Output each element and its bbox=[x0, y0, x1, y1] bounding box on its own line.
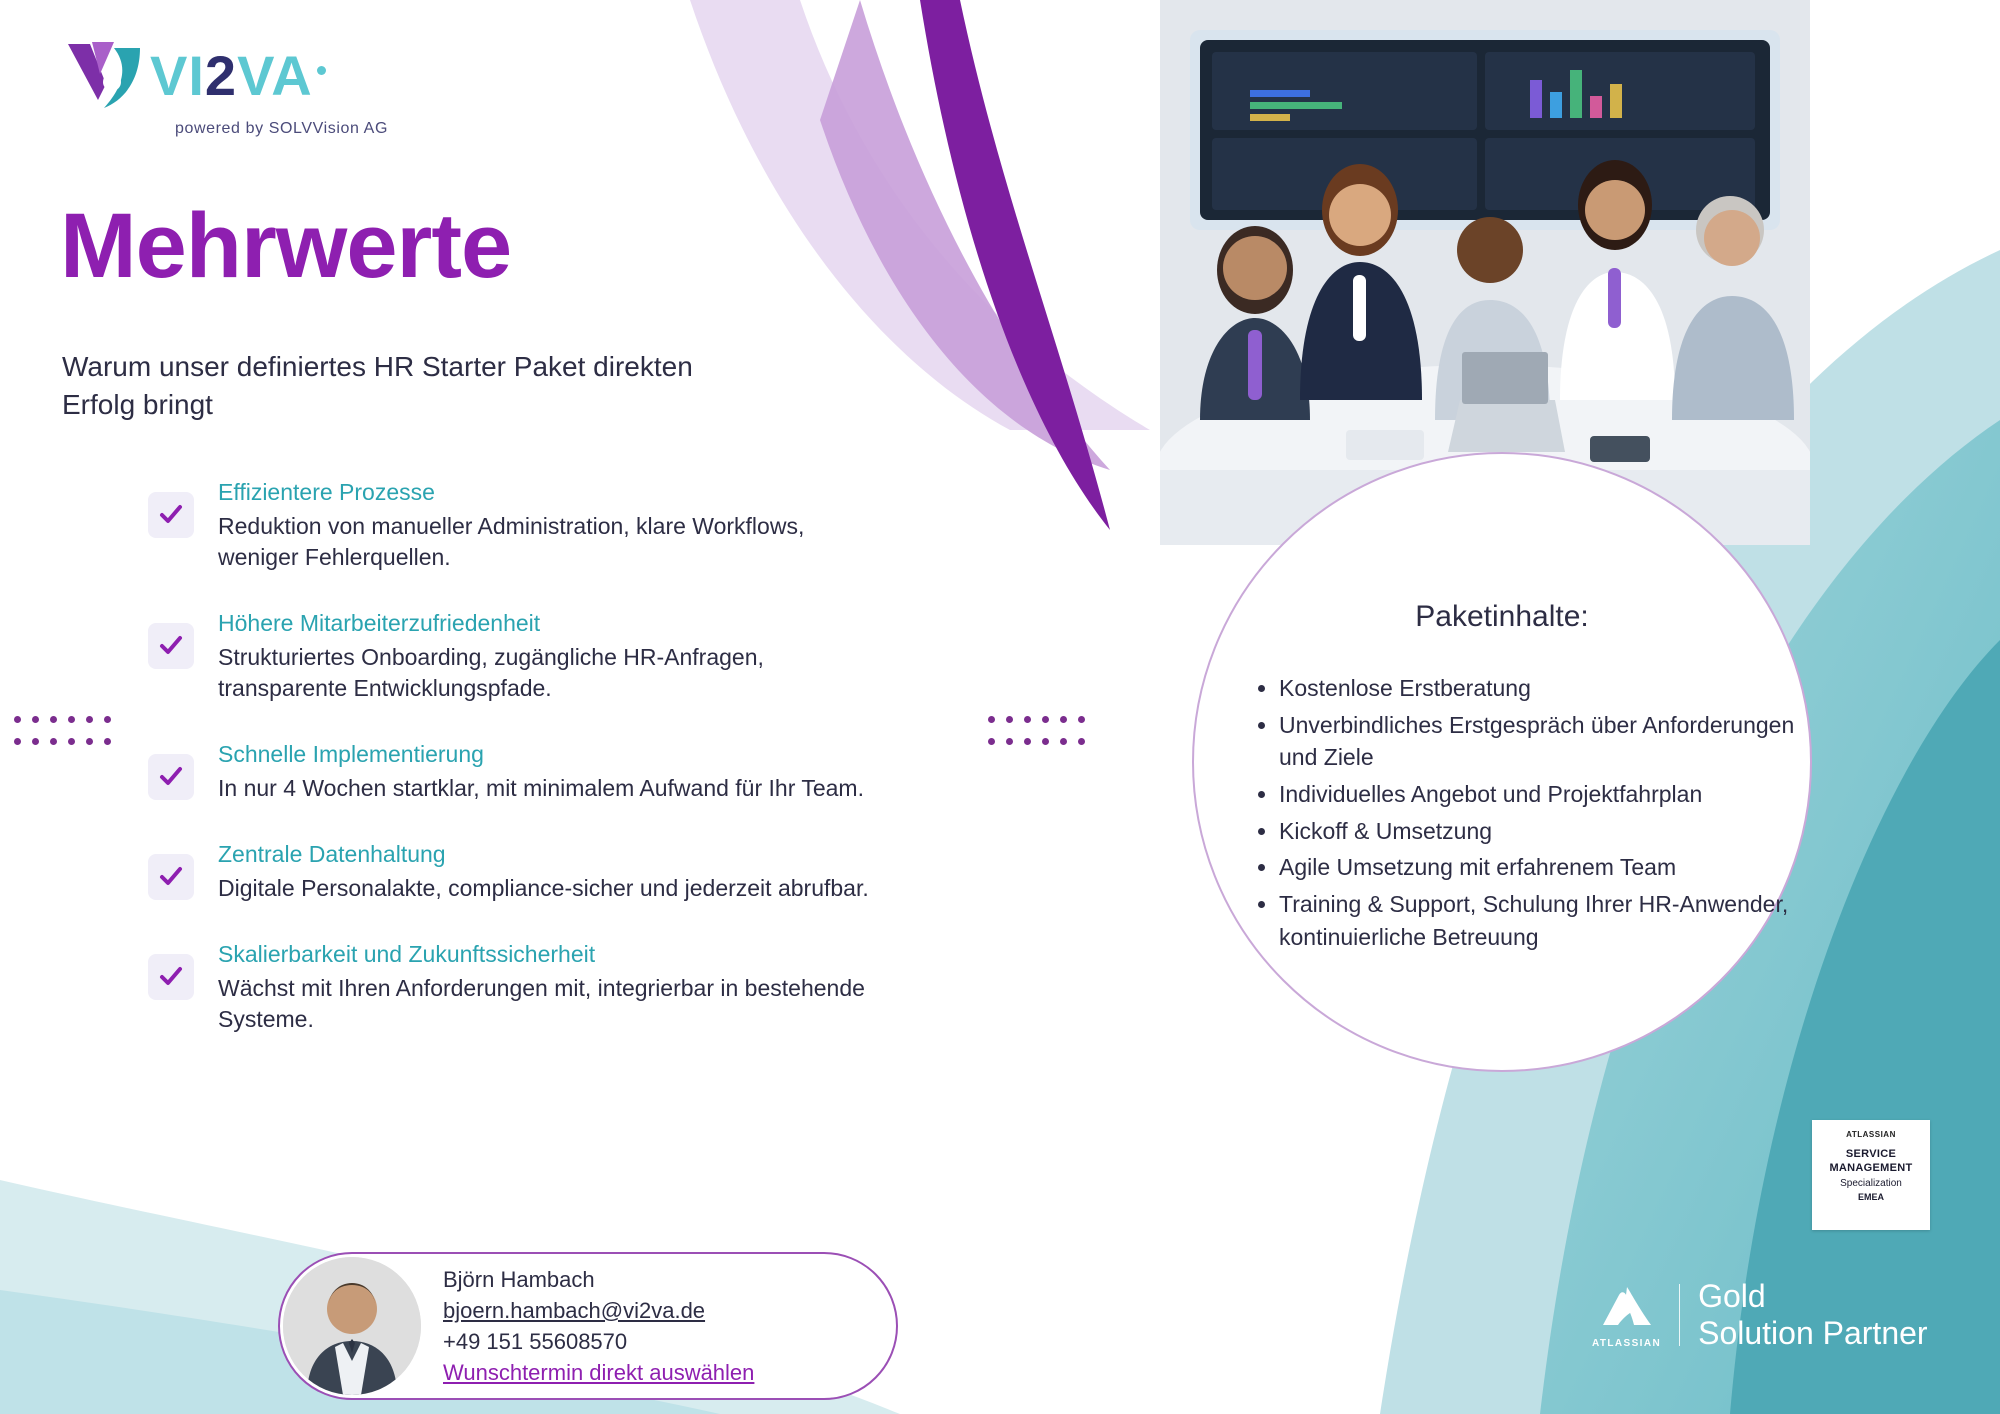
benefit-title: Schnelle Implementierung bbox=[218, 740, 484, 767]
check-icon bbox=[148, 623, 194, 669]
atlassian-wordmark: ATLASSIAN bbox=[1592, 1337, 1662, 1349]
benefit-item bbox=[148, 740, 888, 804]
benefit-title: Zentrale Datenhaltung bbox=[218, 840, 446, 867]
package-item: • Unverbindliches Erstgespräch über Anforderungen und Ziele bbox=[1279, 709, 1799, 774]
check-icon bbox=[148, 754, 194, 800]
benefit-text: In nur 4 Wochen startklar, mit minimalem Aufwand für Ihr Team. bbox=[218, 774, 864, 801]
divider bbox=[1679, 1284, 1680, 1346]
benefit-text: Digitale Personalakte, compliance-sicher und jederzeit abrufbar. bbox=[218, 874, 869, 901]
package-item: • Individuelles Angebot und Projektfahrplan bbox=[1279, 778, 1799, 811]
package-items-list bbox=[1255, 672, 1799, 957]
page-subtitle: Warum unser definiertes HR Starter Paket direkten Erfolg bringt bbox=[62, 351, 693, 420]
page-title: Mehrwerte bbox=[60, 195, 512, 297]
avatar bbox=[283, 1257, 421, 1395]
dot-grid-middle bbox=[988, 716, 1096, 760]
logo-dot-icon bbox=[317, 66, 326, 75]
benefit-text: Strukturiertes Onboarding, zugängliche HR-Anfragen, transparente Entwicklungspfade. bbox=[218, 643, 764, 701]
benefit-item bbox=[148, 478, 888, 573]
partner-tier: Gold bbox=[1698, 1278, 1766, 1314]
badge-region-label: EMEA bbox=[1857, 1192, 1884, 1202]
contact-details bbox=[443, 1264, 754, 1389]
logo-text-2: 2 bbox=[204, 44, 238, 107]
benefit-title: Skalierbarkeit und Zukunftssicherheit bbox=[218, 940, 596, 967]
badge-sub-label: Specialization bbox=[1840, 1177, 1902, 1189]
logo-text-va: VA bbox=[237, 44, 313, 107]
atlassian-specialization-badge bbox=[1812, 1120, 1930, 1230]
check-icon bbox=[148, 492, 194, 538]
contact-name: Björn Hambach bbox=[443, 1266, 595, 1292]
package-item: • Kickoff & Umsetzung bbox=[1279, 815, 1799, 848]
package-title: Paketinhalte: bbox=[1415, 600, 1589, 633]
check-icon bbox=[148, 954, 194, 1000]
benefit-text: Reduktion von manueller Administration, klare Workflows, weniger Fehlerquellen. bbox=[218, 512, 805, 570]
logo-text-vi: VI bbox=[150, 44, 205, 107]
benefit-item bbox=[148, 940, 888, 1035]
badge-main-line2: MANAGEMENT bbox=[1829, 1161, 1913, 1174]
booking-cta-link[interactable]: Wunschtermin direkt auswählen bbox=[443, 1360, 755, 1386]
atlassian-logo-icon bbox=[1601, 1281, 1653, 1329]
contact-card bbox=[278, 1252, 898, 1400]
benefit-title: Höhere Mitarbeiterzufriedenheit bbox=[218, 609, 541, 636]
atlassian-partner-lockup bbox=[1592, 1278, 1928, 1352]
package-item: • Training & Support, Schulung Ihrer HR-Anwender, kontinuierliche Betreuung bbox=[1279, 888, 1799, 953]
benefit-item bbox=[148, 609, 888, 704]
package-item: • Agile Umsetzung mit erfahrenem Team bbox=[1279, 851, 1799, 884]
vi2va-logo-icon bbox=[62, 38, 148, 114]
benefit-title: Effizientere Prozesse bbox=[218, 479, 435, 505]
contact-email-link[interactable]: bjoern.hambach@vi2va.de bbox=[443, 1297, 706, 1323]
brand-logo bbox=[62, 38, 392, 138]
benefit-text: Wächst mit Ihren Anforderungen mit, integrierbar in bestehende Systeme. bbox=[218, 974, 865, 1032]
check-icon bbox=[148, 854, 194, 900]
contact-phone: +49 151 55608570 bbox=[443, 1329, 628, 1354]
benefit-item bbox=[148, 840, 888, 904]
dot-grid-left bbox=[14, 716, 122, 760]
badge-main-line1: SERVICE bbox=[1845, 1148, 1897, 1160]
partner-label: Solution Partner bbox=[1698, 1314, 1928, 1351]
logo-wordmark bbox=[150, 44, 326, 107]
package-item: • Kostenlose Erstberatung bbox=[1279, 672, 1799, 705]
benefits-list bbox=[148, 478, 888, 1071]
logo-subtitle: powered by SOLVVision AG bbox=[174, 120, 388, 137]
badge-brand-label: ATLASSIAN bbox=[1846, 1130, 1896, 1139]
